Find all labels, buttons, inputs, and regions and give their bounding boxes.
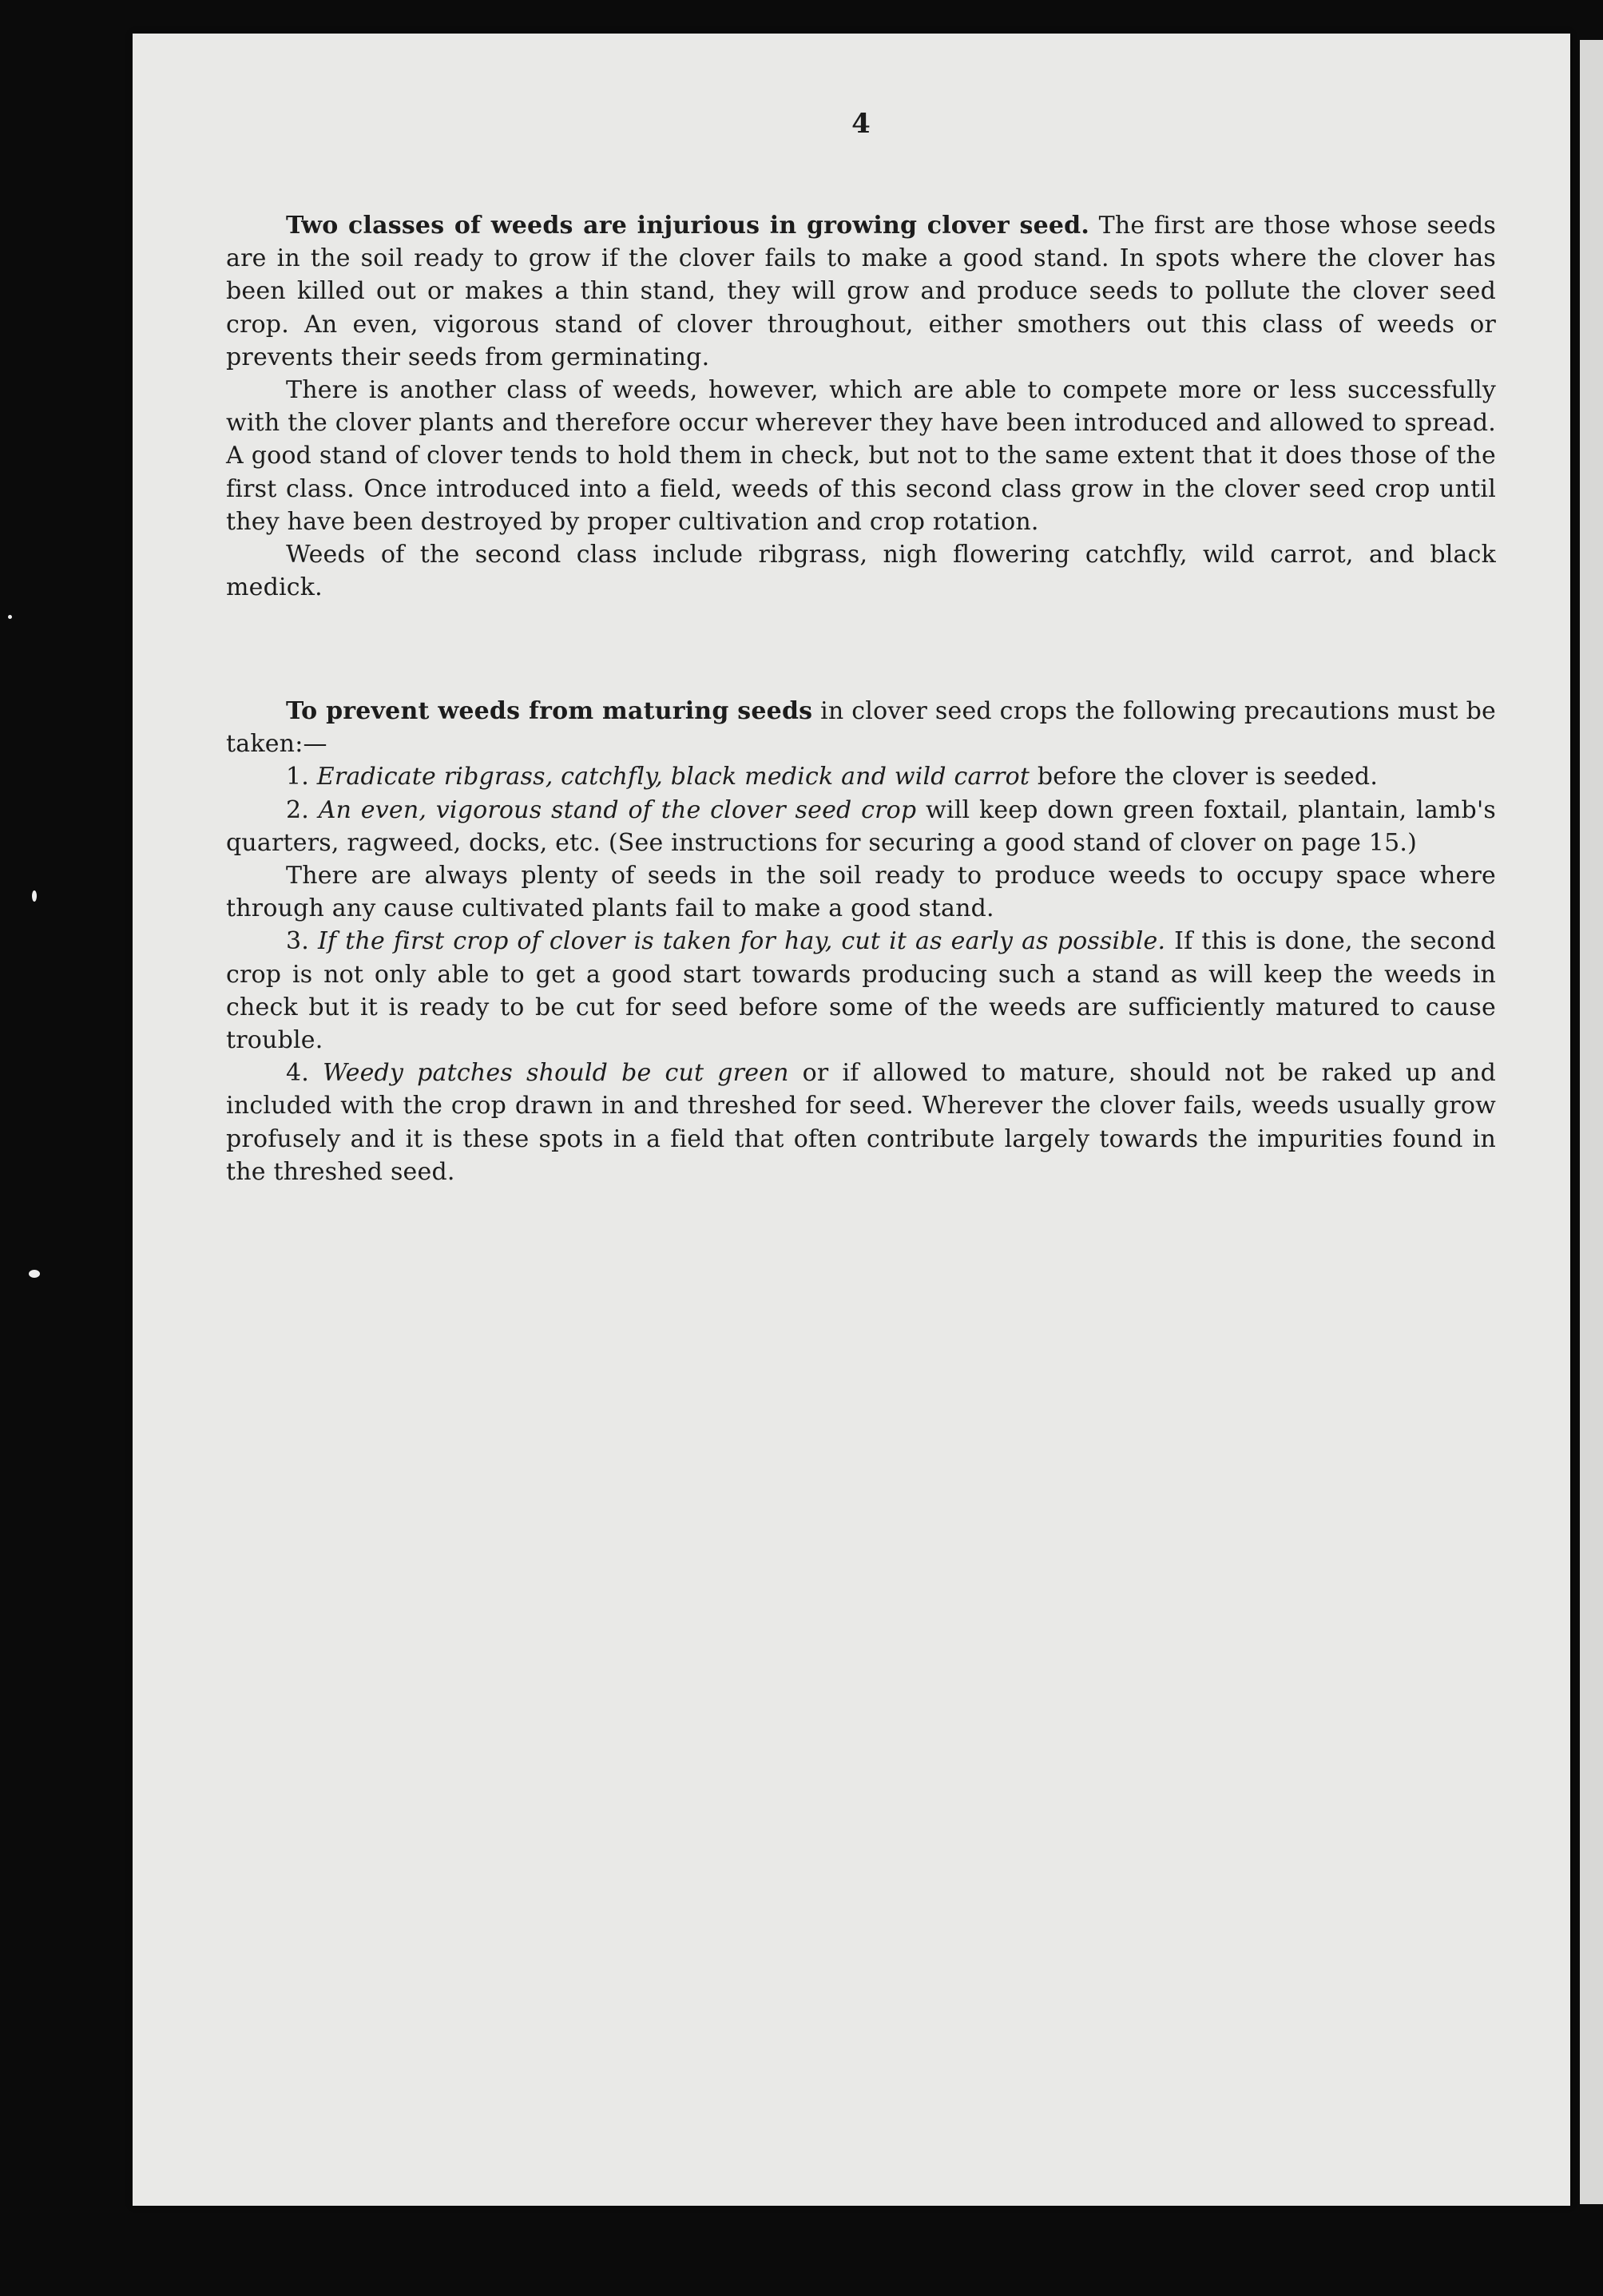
paragraph-second-class-list: Weeds of the second class include ribgrass, nigh flowering catchfly, wild carrot, and black medick.	[226, 541, 1496, 602]
list-item-emphasis: Eradicate ribgrass, catchfly, black medick and wild carrot	[316, 763, 1030, 791]
paragraph-body: in clover seed crops the following precautions must be taken:—	[226, 697, 1496, 759]
page-number: 4	[851, 108, 871, 140]
dust-speck	[8, 615, 12, 619]
paragraph-lead: Two classes of weeds are injurious in growing clover seed.	[286, 212, 1089, 240]
section-weed-classes	[226, 209, 1496, 604]
dust-speck	[29, 1270, 40, 1278]
list-item-1: 1. Eradicate ribgrass, catchfly, black medick and wild carrot before the clover is seeded.	[286, 763, 1379, 791]
list-item-emphasis: An even, vigorous stand of the clover seed crop	[318, 795, 917, 824]
adjacent-page-edge	[1580, 40, 1603, 2204]
paragraph-body: The first are those whose seeds are in the soil ready to grow if the clover fails to make a good stand. In spots where the clover has been killed out or makes a thin stand, they will grow and produce seeds to pollute the clover seed crop. An even, vigorous stand of clover throughout, either smothers out this class of weeds or prevents their seeds from germinating.	[226, 212, 1496, 371]
list-item-2-note: There are always plenty of seeds in the soil ready to produce weeds to occupy space where through any cause cultivated plants fail to make a good stand.	[226, 862, 1496, 923]
list-item-4: 4. Weedy patches should be cut green or if allowed to mature, should not be raked up and included with the crop drawn in and threshed for seed. Wherever the clover fails, weeds usually grow profusely and it is these spots in a field that often contribute largely towards the impurities found in the threshed seed.	[226, 1059, 1496, 1186]
section-prevent-weeds	[226, 695, 1496, 1188]
list-item-2: 2. An even, vigorous stand of the clover seed crop will keep down green foxtail, plantain, lamb's quarters, ragweed, docks, etc. (See instructions for securing a good stand of clover on page 15.)	[226, 795, 1496, 857]
list-item-emphasis: If the first crop of clover is taken for hay, cut it as early as possible.	[317, 927, 1166, 956]
paragraph-lead: To prevent weeds from maturing seeds	[286, 697, 813, 725]
dust-speck	[32, 890, 37, 902]
paragraph-weed-classes	[226, 209, 1496, 374]
list-item-3: 3. If the first crop of clover is taken for hay, cut it as early as possible. If this is done, the second crop is not only able to get a good start towards producing such a stand as will keep the weeds in check but it is ready to be cut for seed before some of the weeds are sufficiently matured to cause trouble.	[226, 927, 1496, 1055]
paragraph-precautions-intro	[226, 695, 1496, 760]
list-item-emphasis: Weedy patches should be cut green	[323, 1059, 789, 1088]
paragraph-second-class: There is another class of weeds, however, which are able to compete more or less successfully with the clover plants and therefore occur wherever they have been introduced and allowed to spread. A good stand of clover tends to hold them in check, but not to the same extent that it does those of the first class. Once introduced into a field, weeds of this second class grow in the clover seed crop until they have been destroyed by proper cultivation and crop rotation.	[226, 376, 1496, 536]
